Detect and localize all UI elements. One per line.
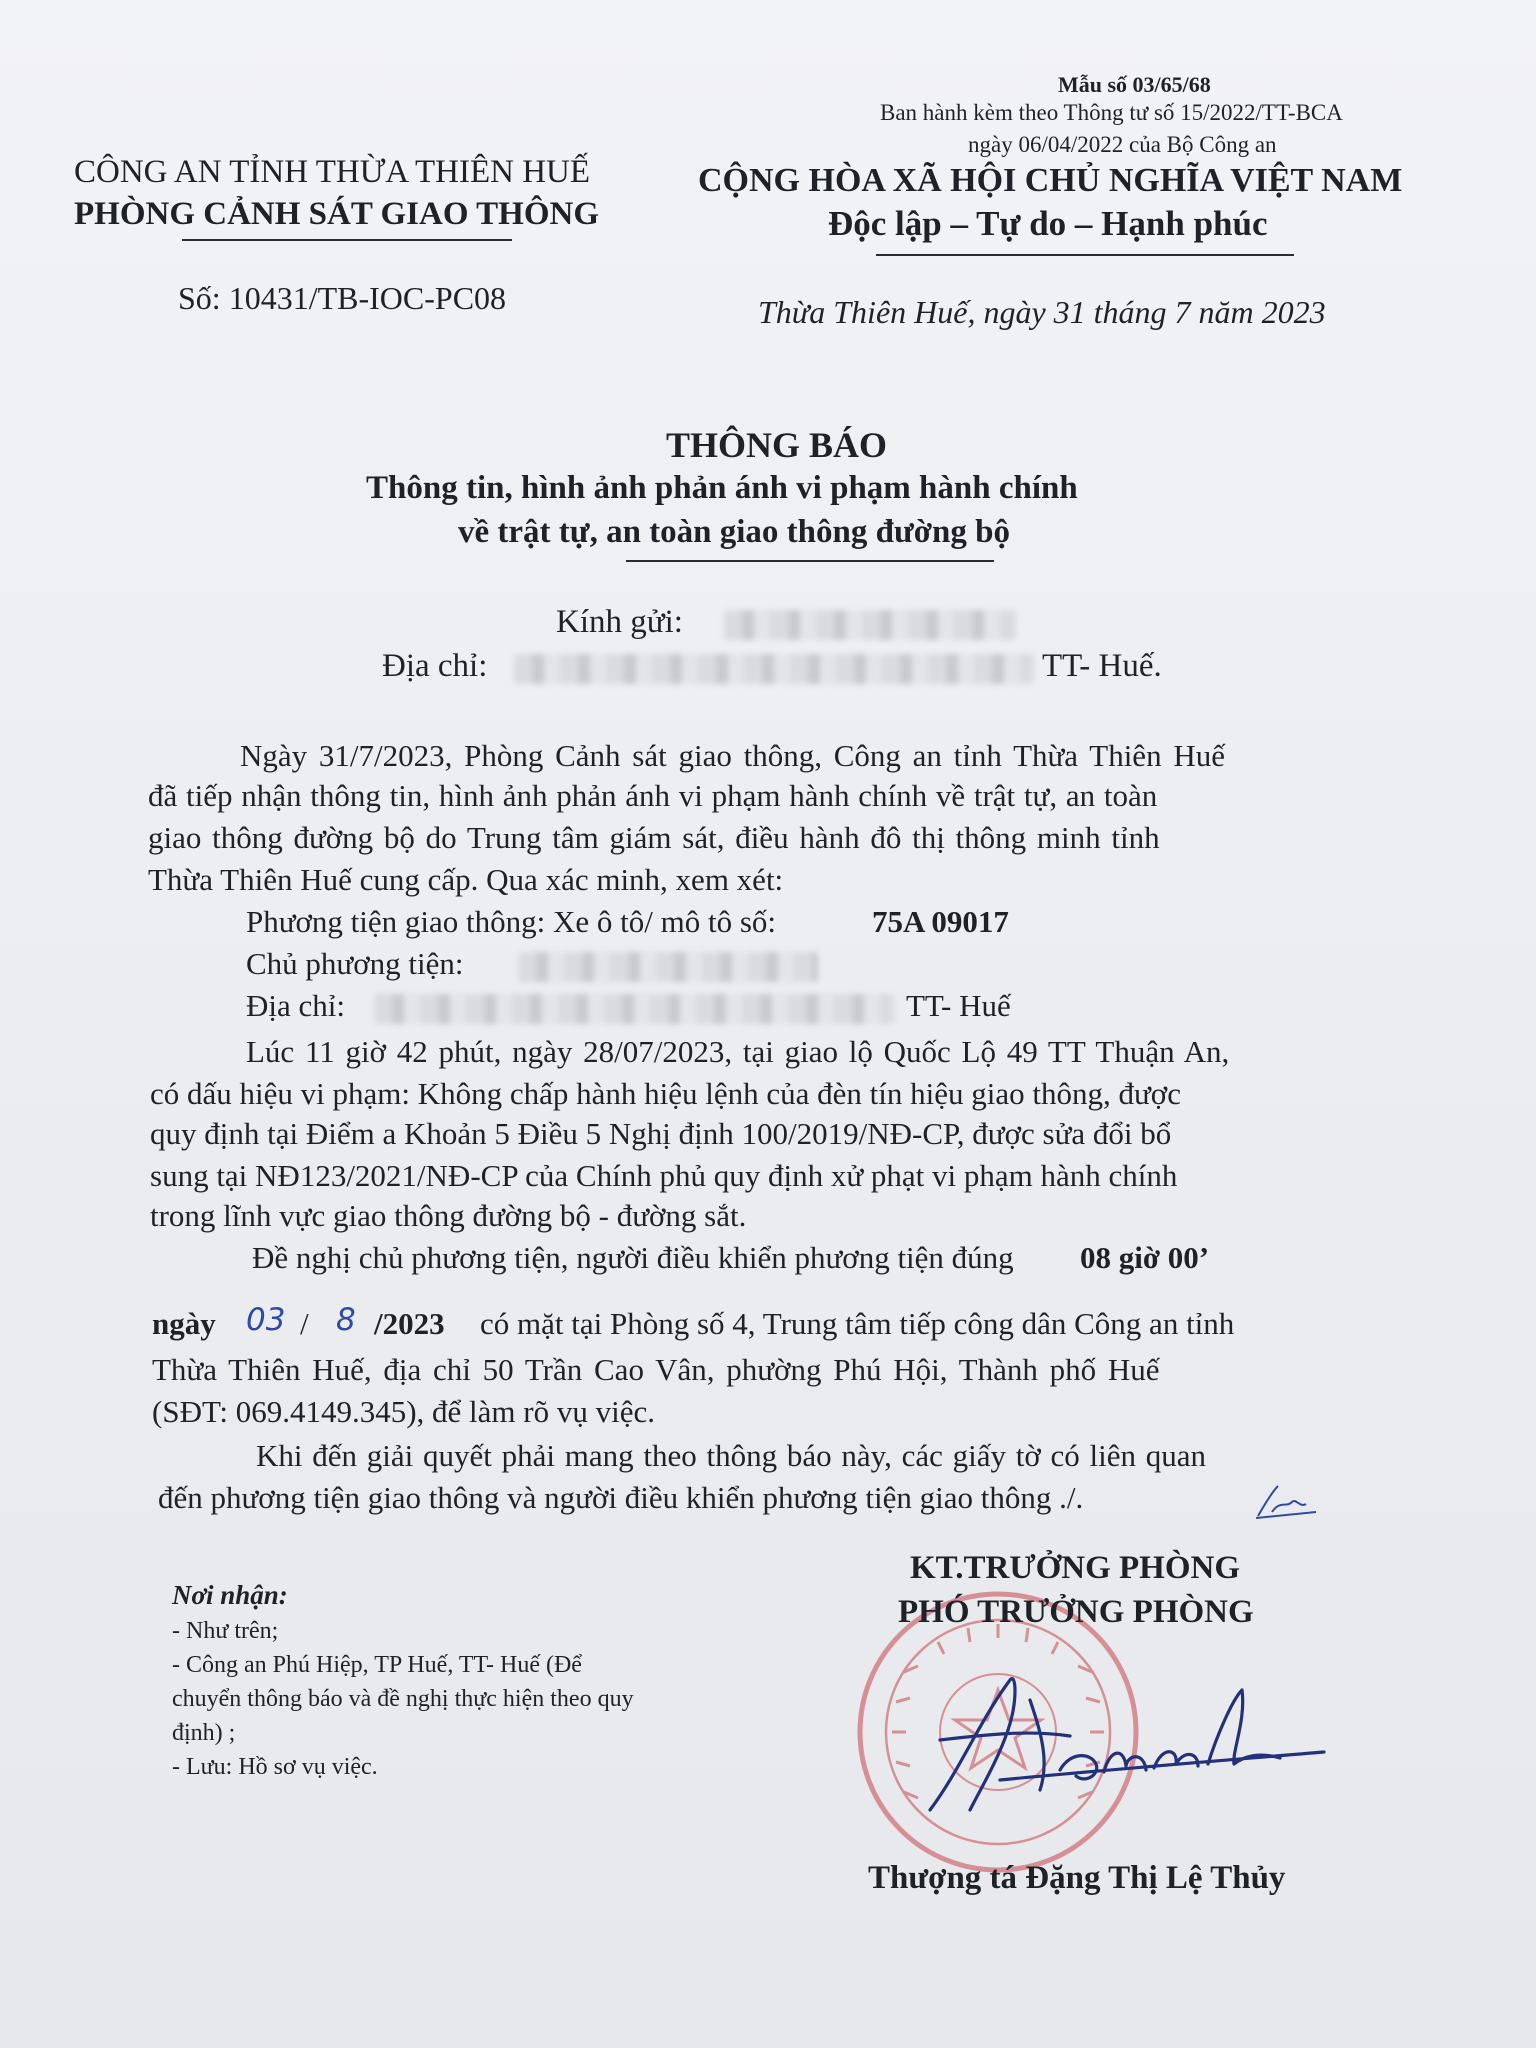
owner-label: Chủ phương tiện: <box>246 946 464 981</box>
recipient-address-label: Địa chỉ: <box>382 648 488 684</box>
recipients-item-4: định) ; <box>172 1720 236 1746</box>
body-p3-line2-rest: có mặt tại Phòng số 4, Trung tâm tiếp công dân Công an tỉnh <box>480 1306 1235 1341</box>
document-subtitle-1: Thông tin, hình ảnh phản ánh vi phạm hành chính <box>366 470 1078 506</box>
recipient-address-redacted <box>514 654 1034 684</box>
body-p2-line2: có dấu hiệu vi phạm: Không chấp hành hiệu lệnh của đèn tín hiệu giao thông, được <box>150 1076 1181 1111</box>
form-code: Mẫu số 03/65/68 <box>1058 72 1211 97</box>
signer-name: Thượng tá Đặng Thị Lệ Thủy <box>868 1860 1286 1896</box>
vehicle-label: Phương tiện giao thông: Xe ô tô/ mô tô số: <box>246 904 777 939</box>
form-issued-line2: ngày 06/04/2022 của Bộ Công an <box>968 132 1277 157</box>
body-p2-line4: sung tại NĐ123/2021/NĐ-CP của Chính phủ quy định xử phạt vi phạm hành chính <box>150 1158 1178 1193</box>
motto-underline <box>876 254 1294 256</box>
body-p2-line5: trong lĩnh vực giao thông đường bộ - đường sắt. <box>150 1198 747 1233</box>
appointment-date-separator: / <box>300 1306 309 1341</box>
subtitle-underline <box>626 560 994 562</box>
department-underline <box>182 239 512 241</box>
handwritten-signature <box>900 1660 1340 1820</box>
owner-address-tail: TT- Huế <box>906 988 1011 1023</box>
owner-name-redacted <box>518 952 818 982</box>
appointment-month-handwritten: 8 <box>336 1302 356 1338</box>
body-p3-line1: Đề nghị chủ phương tiện, người điều khiển phương tiện đúng <box>252 1240 1014 1275</box>
recipients-item-1: - Như trên; <box>172 1618 279 1644</box>
signer-title-2: PHÓ TRƯỞNG PHÒNG <box>898 1594 1254 1630</box>
body-p2-line1: Lúc 11 giờ 42 phút, ngày 28/07/2023, tại giao lộ Quốc Lộ 49 TT Thuận An, <box>246 1034 1230 1069</box>
owner-address-redacted <box>374 994 894 1024</box>
document-subtitle-2: về trật tự, an toàn giao thông đường bộ <box>458 514 1011 550</box>
place-date: Thừa Thiên Huế, ngày 31 tháng 7 năm 2023 <box>758 294 1326 330</box>
body-p4-line1: Khi đến giải quyết phải mang theo thông báo này, các giấy tờ có liên quan <box>256 1438 1207 1473</box>
body-p4-line2: đến phương tiện giao thông và người điều khiển phương tiện giao thông ./. <box>158 1480 1084 1515</box>
recipient-label: Kính gửi: <box>556 604 683 640</box>
body-p1-line4: Thừa Thiên Huế cung cấp. Qua xác minh, xem xét: <box>148 862 784 897</box>
national-title: CỘNG HÒA XÃ HỘI CHỦ NGHĨA VIỆT NAM <box>698 162 1403 199</box>
national-motto: Độc lập – Tự do – Hạnh phúc <box>828 204 1268 243</box>
recipient-name-redacted <box>724 610 1016 640</box>
appointment-day-handwritten: 03 <box>246 1302 286 1338</box>
body-p3-line3: Thừa Thiên Huế, địa chỉ 50 Trần Cao Vân, phường Phú Hội, Thành phố Huế <box>152 1352 1160 1387</box>
recipients-item-3: chuyển thông báo và đề nghị thực hiện theo quy <box>172 1686 634 1712</box>
handwritten-initial-mark <box>1252 1482 1320 1522</box>
recipients-item-2: - Công an Phú Hiệp, TP Huế, TT- Huế (Để <box>172 1652 582 1678</box>
appointment-ngay: ngày <box>152 1306 216 1341</box>
recipients-item-5: - Lưu: Hồ sơ vụ việc. <box>172 1754 378 1780</box>
recipients-heading: Nơi nhận: <box>172 1580 288 1610</box>
body-p1-line2: đã tiếp nhận thông tin, hình ảnh phản ánh vi phạm hành chính về trật tự, an toàn <box>148 778 1158 813</box>
body-p1-line3: giao thông đường bộ do Trung tâm giám sát, điều hành đô thị thông minh tỉnh <box>148 820 1160 855</box>
owner-address-label: Địa chỉ: <box>246 988 345 1023</box>
recipient-address-tail: TT- Huế. <box>1042 648 1162 684</box>
appointment-time: 08 giờ 00’ <box>1080 1240 1210 1275</box>
appointment-year: /2023 <box>374 1306 445 1341</box>
department-name: PHÒNG CẢNH SÁT GIAO THÔNG <box>74 196 600 232</box>
body-p2-line3: quy định tại Điểm a Khoản 5 Điều 5 Nghị định 100/2019/NĐ-CP, được sửa đổi bổ <box>150 1116 1172 1151</box>
body-p1-line1: Ngày 31/7/2023, Phòng Cảnh sát giao thông, Công an tỉnh Thừa Thiên Huế <box>240 738 1225 773</box>
signer-title-1: KT.TRƯỞNG PHÒNG <box>910 1550 1240 1586</box>
document-number: Số: 10431/TB-IOC-PC08 <box>178 280 507 316</box>
vehicle-plate: 75A 09017 <box>872 904 1009 939</box>
body-p3-line4: (SĐT: 069.4149.345), để làm rõ vụ việc. <box>152 1394 655 1429</box>
agency-name: CÔNG AN TỈNH THỪA THIÊN HUẾ <box>74 154 591 190</box>
document-title: THÔNG BÁO <box>666 425 888 465</box>
form-issued-line1: Ban hành kèm theo Thông tư số 15/2022/TT-BCA <box>880 100 1343 125</box>
